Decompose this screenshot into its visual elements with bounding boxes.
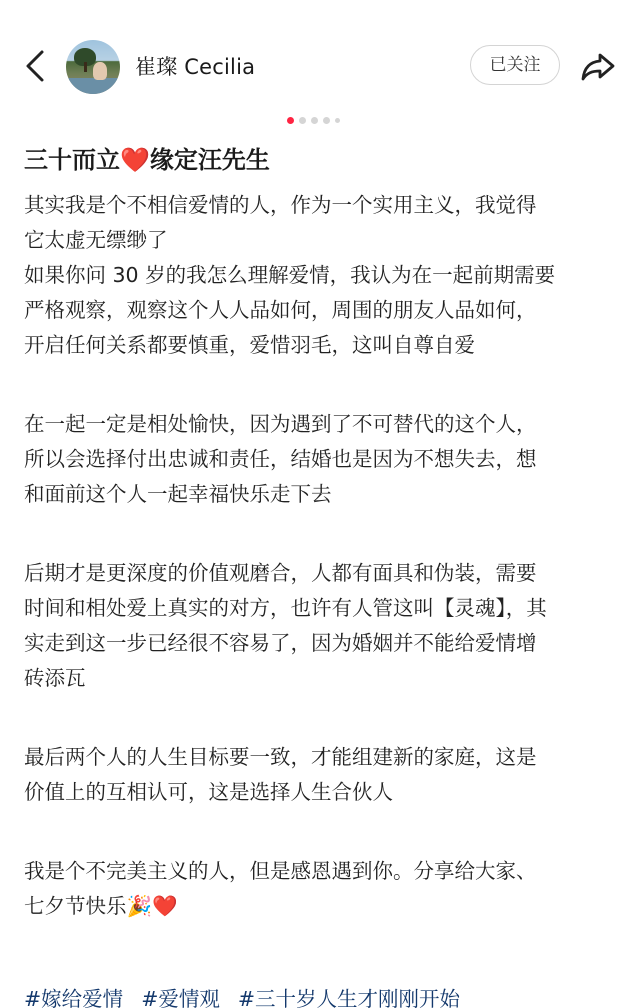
share-icon — [578, 46, 618, 86]
body-line: 价值上的互相认可，这是选择人生合伙人 — [24, 780, 393, 804]
carousel-dot — [299, 117, 306, 124]
body-line: 我是个不完美主义的人，但是感恩遇到你。分享给大家、 — [24, 859, 537, 883]
carousel-dot — [287, 117, 294, 124]
title-text-before: 三十而立 — [24, 146, 120, 174]
avatar[interactable] — [66, 40, 120, 94]
hashtag-list — [24, 984, 460, 1008]
paragraph — [24, 188, 620, 363]
body-line-with-emoji — [24, 889, 620, 924]
body-line: 时间和相处爱上真实的对方，也许有人管这叫【灵魂】，其 — [24, 596, 547, 620]
party-popper-emoji: 🎉 — [126, 894, 153, 918]
chevron-left-icon — [18, 46, 54, 86]
body-line: 最后两个人的人生目标要一致，才能组建新的家庭，这是 — [24, 745, 537, 769]
top-bar — [0, 0, 640, 118]
body-line: 和面前这个人一起幸福快乐走下去 — [24, 482, 332, 506]
hashtag[interactable]: #嫁给爱情 — [24, 987, 124, 1008]
heart-emoji: ❤️ — [152, 894, 178, 918]
body-line: 后期才是更深度的价值观磨合，人都有面具和伪装，需要 — [24, 561, 537, 585]
paragraph-gap — [24, 696, 620, 740]
back-button[interactable] — [18, 46, 54, 86]
paragraph — [24, 407, 620, 512]
paragraph-gap — [24, 363, 620, 407]
carousel-dot — [311, 117, 318, 124]
post-body — [24, 188, 620, 924]
body-line: 严格观察，观察这个人人品如何，周围的朋友人品如何， — [24, 298, 537, 322]
hashtag[interactable]: #三十岁人生才刚刚开始 — [237, 987, 461, 1008]
carousel-dot — [335, 118, 340, 123]
paragraph — [24, 740, 620, 810]
author-name[interactable]: 崔璨 Cecilia — [135, 55, 256, 79]
body-line-text: 七夕节快乐 — [24, 894, 127, 918]
carousel-dot — [323, 117, 330, 124]
paragraph-gap — [24, 512, 620, 556]
avatar-pool — [66, 78, 120, 94]
body-line: 所以会选择付出忠诚和责任，结婚也是因为不想失去，想 — [24, 447, 537, 471]
share-button[interactable] — [578, 46, 618, 86]
body-line: 实走到这一步已经很不容易了，因为婚姻并不能给爱情增 — [24, 631, 537, 655]
body-line: 在一起一定是相处愉快，因为遇到了不可替代的这个人， — [24, 412, 537, 436]
carousel-indicator — [287, 116, 340, 124]
body-line: 它太虚无缥缈了 — [24, 228, 168, 252]
post-title — [24, 143, 624, 177]
follow-button[interactable]: 已关注 — [470, 45, 560, 85]
paragraph — [24, 854, 620, 924]
body-line: 其实我是个不相信爱情的人，作为一个实用主义，我觉得 — [24, 193, 537, 217]
heart-emoji: ❤️ — [120, 146, 150, 174]
paragraph — [24, 556, 620, 696]
avatar-trunk — [84, 62, 87, 72]
title-text-after: 缘定汪先生 — [149, 146, 270, 174]
body-line: 开启任何关系都要慎重，爱惜羽毛，这叫自尊自爱 — [24, 333, 475, 357]
avatar-person — [93, 62, 107, 80]
body-line: 如果你问 30 岁的我怎么理解爱情，我认为在一起前期需要 — [24, 263, 556, 287]
paragraph-gap — [24, 810, 620, 854]
hashtag[interactable]: #爱情观 — [141, 987, 220, 1008]
body-line: 砖添瓦 — [24, 666, 86, 690]
